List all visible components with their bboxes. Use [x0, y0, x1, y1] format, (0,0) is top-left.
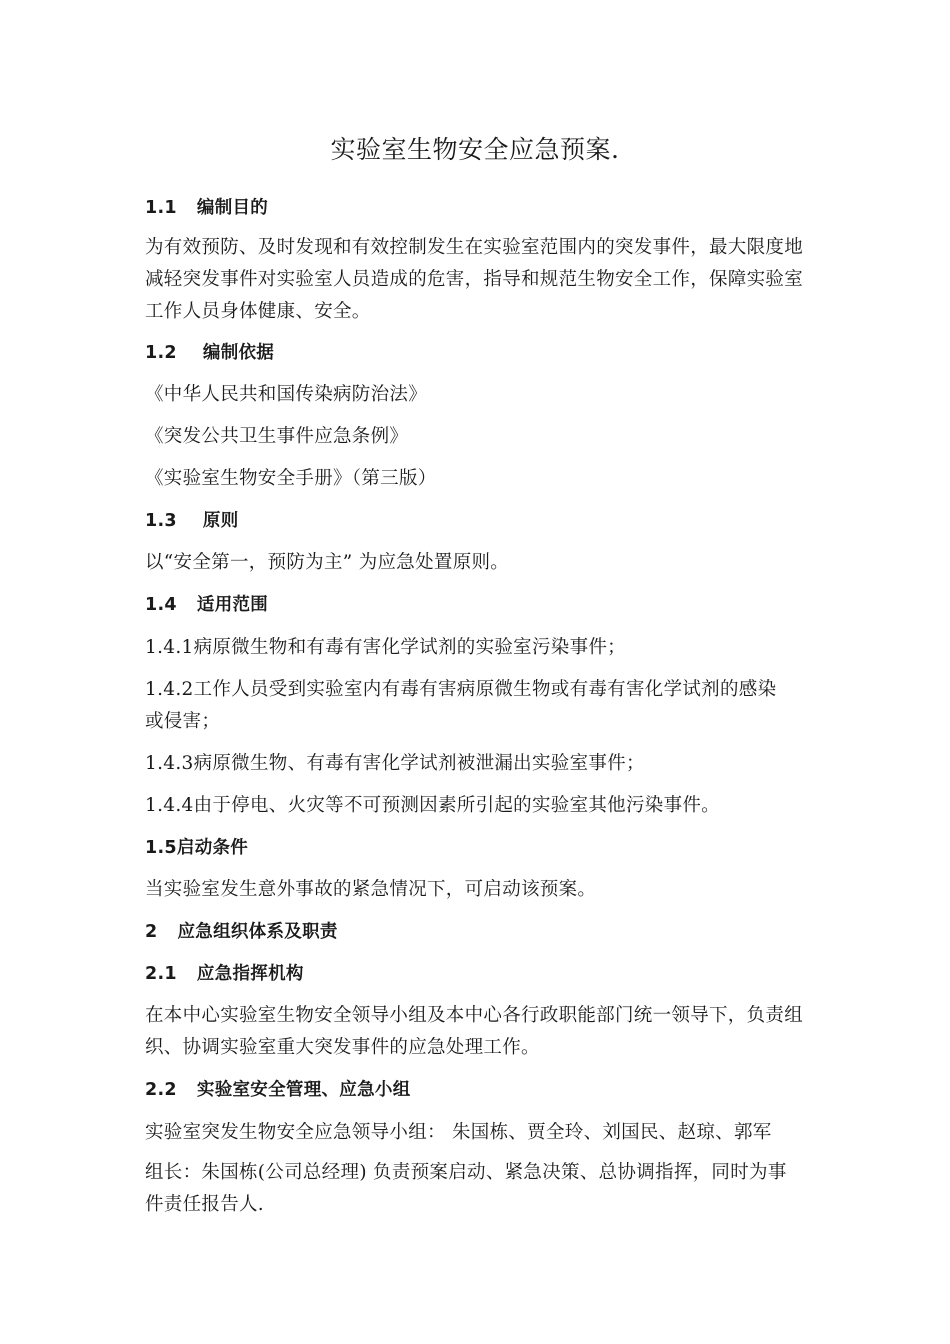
section-2-heading	[145, 916, 810, 948]
paragraph-line: 织、协调实验室重大突发事件的应急处理工作。	[145, 1037, 540, 1058]
section-number: 1.2	[145, 343, 177, 363]
section-number: 2.2	[145, 1080, 177, 1100]
section-title: 编制依据	[202, 343, 275, 363]
section-title: 编制目的	[196, 198, 269, 218]
section-2-1-paragraph	[145, 1000, 810, 1064]
section-number: 2.1	[145, 964, 177, 984]
section-1-3-heading	[145, 505, 810, 537]
section-1-1-paragraph	[145, 232, 810, 328]
reference-item: 《实验室生物安全手册》（第三版）	[145, 468, 437, 489]
paragraph-line: 减轻突发事件对实验室人员造成的危害，指导和规范生物安全工作，保障实验室	[145, 269, 804, 290]
paragraph-line: 工作人员身体健康、安全。	[145, 301, 371, 322]
document-title: 实验室生物安全应急预案.	[330, 135, 620, 164]
reference-item: 《中华人民共和国传染病防治法》	[145, 384, 428, 405]
paragraph-line: 组长：朱国栋(公司总经理) 负责预案启动、紧急决策、总协调指挥，同时为事	[145, 1162, 787, 1183]
reference-item: 《突发公共卫生事件应急条例》	[145, 426, 409, 447]
section-2-2-heading	[145, 1074, 810, 1106]
section-number: 1.1	[145, 198, 177, 218]
scope-item: 1.4.4由于停电、火灾等不可预测因素所引起的实验室其他污染事件。	[145, 795, 720, 816]
section-1-5-paragraph: 当实验室发生意外事故的紧急情况下，可启动该预案。	[145, 879, 597, 900]
section-title: 适用范围	[196, 595, 269, 615]
section-title: 应急指挥机构	[196, 964, 304, 984]
section-1-4-heading	[145, 589, 810, 621]
paragraph-line: 在本中心实验室生物安全领导小组及本中心各行政职能部门统一领导下，负责组	[145, 1005, 804, 1026]
section-title: 原则	[202, 511, 239, 531]
section-number: 1.5	[145, 838, 177, 858]
leadership-members: 实验室突发生物安全应急领导小组： 朱国栋、贾全玲、刘国民、赵琼、郭军	[145, 1122, 772, 1143]
scope-item: 1.4.3病原微生物、有毒有害化学试剂被泄漏出实验室事件；	[145, 753, 645, 774]
leader-description	[145, 1157, 810, 1221]
section-title: 启动条件	[176, 838, 249, 858]
section-1-2-heading	[145, 337, 810, 369]
section-1-3-paragraph: 以“安全第一，预防为主” 为应急处置原则。	[145, 552, 510, 573]
section-1-1-heading	[145, 192, 810, 224]
section-number: 1.4	[145, 595, 177, 615]
scope-item	[145, 674, 810, 738]
section-number: 2	[145, 922, 158, 942]
paragraph-line: 件责任报告人.	[145, 1194, 264, 1215]
paragraph-line: 1.4.2工作人员受到实验室内有毒有害病原微生物或有毒有害化学试剂的感染	[145, 679, 777, 700]
section-2-1-heading	[145, 958, 810, 990]
paragraph-line: 为有效预防、及时发现和有效控制发生在实验室范围内的突发事件，最大限度地	[145, 237, 804, 258]
scope-item: 1.4.1病原微生物和有毒有害化学试剂的实验室污染事件；	[145, 637, 626, 658]
section-title: 应急组织体系及职责	[177, 922, 338, 942]
section-1-5-heading	[145, 832, 810, 864]
section-number: 1.3	[145, 511, 177, 531]
paragraph-line: 或侵害；	[145, 711, 221, 732]
section-title: 实验室安全管理、应急小组	[196, 1080, 411, 1100]
